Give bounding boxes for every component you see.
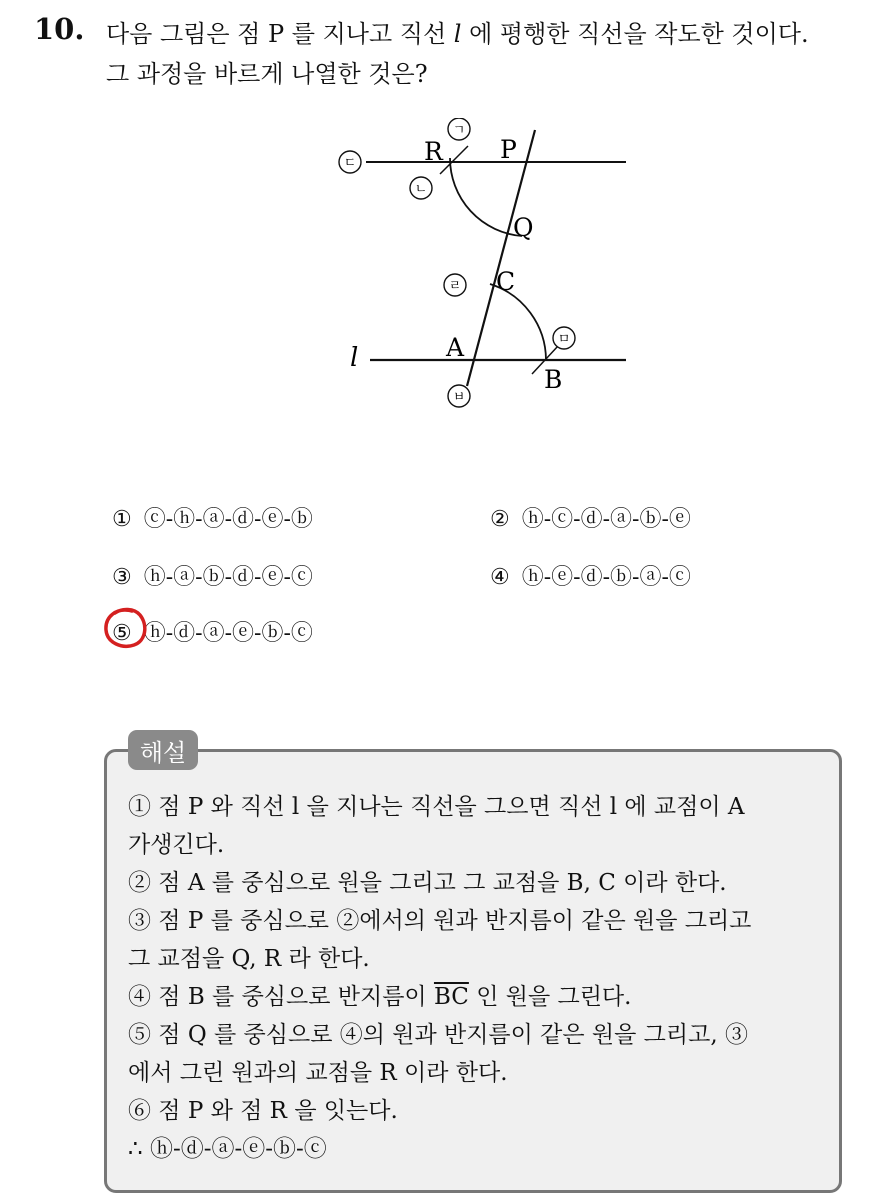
solution-line-6 xyxy=(128,978,631,1011)
segment-bc: $\overline{BC}$ xyxy=(433,984,469,1010)
arc-center-p xyxy=(450,158,522,236)
choice-number: ③ xyxy=(112,565,132,590)
label-p: P xyxy=(500,135,517,164)
solution-text: 인 원을 그린다. xyxy=(468,984,632,1010)
label-b: B xyxy=(544,365,563,394)
svg-text:ㅁ: ㅁ xyxy=(557,332,571,347)
transversal-line xyxy=(467,130,535,386)
choice-number: ⑤ xyxy=(112,621,132,646)
marker-g6 xyxy=(448,385,470,407)
question-text-line2: 그 과정을 바르게 나열한 것은? xyxy=(106,60,428,88)
svg-text:ㄴ: ㄴ xyxy=(414,182,428,197)
choice-number: ② xyxy=(490,507,510,532)
choice-4[interactable] xyxy=(490,560,691,591)
choice-number: ④ xyxy=(490,565,510,590)
label-c: C xyxy=(496,267,516,296)
tick-r xyxy=(440,146,468,174)
svg-text:ㄱ: ㄱ xyxy=(452,123,466,138)
solution-line-8: 에서 그린 원과의 교점을 R 이라 한다. xyxy=(128,1060,508,1086)
question-text-line1 xyxy=(106,14,809,49)
solution-line-2: 가생긴다. xyxy=(128,832,225,858)
solution-line-3: ② 점 A 를 중심으로 원을 그리고 그 교점을 B, C 이라 한다. xyxy=(128,870,727,896)
solution-line-9: ⑥ 점 P 와 점 R 을 잇는다. xyxy=(128,1098,398,1124)
svg-text:ㄷ: ㄷ xyxy=(343,156,357,171)
question-text-part: 다음 그림은 점 P 를 지나고 직선 xyxy=(106,20,454,48)
choice-text: ⓗ-ⓐ-ⓑ-ⓓ-ⓔ-ⓒ xyxy=(143,565,313,590)
choice-1[interactable] xyxy=(112,502,313,533)
solution-line-4: ③ 점 P 를 중심으로 ②에서의 원과 반지름이 같은 원을 그리고 xyxy=(128,908,752,934)
label-q: Q xyxy=(513,213,534,242)
label-l: l xyxy=(350,343,359,373)
marker-g4 xyxy=(444,274,466,296)
marker-g1 xyxy=(448,118,470,140)
choice-text: ⓗ-ⓔ-ⓓ-ⓑ-ⓐ-ⓒ xyxy=(521,565,691,590)
solution-label: 해설 xyxy=(128,730,198,770)
choice-text: ⓗ-ⓓ-ⓐ-ⓔ-ⓑ-ⓒ xyxy=(143,621,313,646)
choice-2[interactable] xyxy=(490,502,691,533)
marker-g5 xyxy=(553,327,575,349)
solution-line-10: ∴ ⓗ-ⓓ-ⓐ-ⓔ-ⓑ-ⓒ xyxy=(128,1136,327,1162)
construction-figure xyxy=(330,118,640,418)
solution-text: ④ 점 B 를 중심으로 반지름이 xyxy=(128,984,434,1010)
solution-line-1: ① 점 P 와 직선 l 을 지나는 직선을 그으면 직선 l 에 교점이 A xyxy=(128,794,745,820)
solution-line-7: ⑤ 점 Q 를 중심으로 ④의 원과 반지름이 같은 원을 그리고, ③ xyxy=(128,1022,748,1048)
answer-circle-mark xyxy=(102,605,150,651)
solution-line-5: 그 교점을 Q, R 라 한다. xyxy=(128,946,370,972)
marker-g3 xyxy=(339,151,361,173)
svg-text:ㄹ: ㄹ xyxy=(448,279,462,294)
line-l-variable: l xyxy=(453,20,462,48)
choice-number: ① xyxy=(112,507,132,532)
choice-3[interactable] xyxy=(112,560,313,591)
label-a: A xyxy=(446,333,465,362)
marker-g2 xyxy=(410,177,432,199)
choice-text: ⓒ-ⓗ-ⓐ-ⓓ-ⓔ-ⓑ xyxy=(143,507,313,532)
svg-text:ㅂ: ㅂ xyxy=(452,390,466,405)
question-text-part: 에 평행한 직선을 작도한 것이다. xyxy=(461,20,809,48)
choice-text: ⓗ-ⓒ-ⓓ-ⓐ-ⓑ-ⓔ xyxy=(521,507,691,532)
label-r: R xyxy=(424,137,443,166)
question-number: 10. xyxy=(34,12,85,46)
